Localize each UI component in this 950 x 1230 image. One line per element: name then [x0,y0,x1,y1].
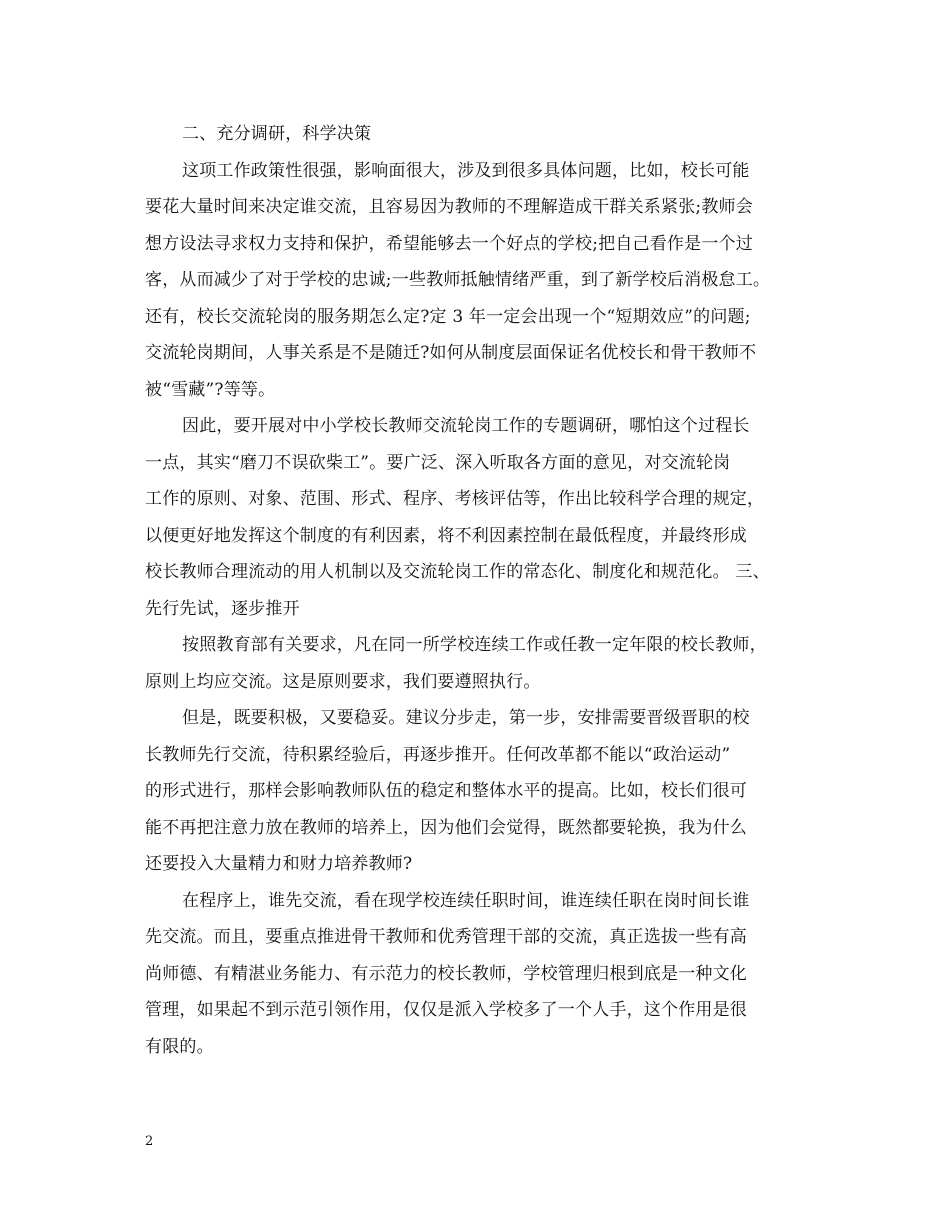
text-line: 还要投入大量精力和财力培养教师? [145,854,413,874]
text-line: 按照教育部有关要求，凡在同一所学校连续工作或任教一定年限的校长教师， [182,635,767,655]
text-line: 想方设法寻求权力支持和保护，希望能够去一个好点的学校;把自己看作是一个过 [145,233,753,254]
text-line: 要花大量时间来决定谁交流，且容易因为教师的不理解造成干群关系紧张;教师会 [145,197,753,217]
text-line: 在程序上，谁先交流，看在现学校连续任职时间，谁连续任职在岗时间长谁 [182,890,750,911]
text-line: 尚师德、有精湛业务能力、有示范力的校长教师，学校管理归根到底是一种文化 [145,963,747,984]
text-line: 因此，要开展对中小学校长教师交流轮岗工作的专题调研，哪怕这个过程长 [182,416,750,436]
text-line: 先交流。而且，要重点推进骨干教师和优秀管理干部的交流，真正选拔一些有高 [145,927,747,947]
body-text [145,116,810,1065]
text-line: 一点，其实“磨刀不误砍柴工”。要广泛、深入听取各方面的意见，对交流轮岗 [145,452,731,473]
text-line: 但是，既要积极，又要稳妥。建议分步走，第一步，安排需要晋级晋职的校 [182,708,750,728]
text-line: 有限的。 [145,1036,214,1057]
text-line: 原则上均应交流。这是原则要求，我们要遵照执行。 [145,671,541,692]
text-line: 先行先试，逐步推开 [145,598,300,619]
text-line: 能不再把注意力放在教师的培养上，因为他们会觉得，既然都要轮换，我为什么 [145,817,747,838]
text-line: 还有，校长交流轮岗的服务期怎么定?定 3 年一定会出现一个“短期效应”的问题; [145,306,751,327]
text-line: 的形式进行，那样会影响教师队伍的稳定和整体水平的提高。比如，校长们很可 [145,781,747,801]
text-line: 管理，如果起不到示范引领作用，仅仅是派入学校多了一个人手，这个作用是很 [145,1000,747,1020]
text-line: 被“雪藏”?等等。 [145,379,276,400]
text-line: 这项工作政策性很强，影响面很大，涉及到很多具体问题，比如，校长可能 [182,160,750,181]
text-line: 工作的原则、对象、范围、形式、程序、考核评估等，作出比较科学合理的规定， [145,489,765,509]
text-line: 二、充分调研，科学决策 [182,124,372,144]
text-line: 客，从而减少了对于学校的忠诚;一些教师抵触情绪严重，到了新学校后消极怠工。 [145,270,771,290]
text-line: 交流轮岗期间，人事关系是不是随迁?如何从制度层面保证名优校长和骨干教师不 [145,343,757,363]
text-line: 校长教师合理流动的用人机制以及交流轮岗工作的常态化、制度化和规范化。 三、 [145,562,770,582]
page-number: 2 [145,1134,154,1149]
text-line: 以便更好地发挥这个制度的有利因素，将不利因素控制在最低程度，并最终形成 [145,525,747,546]
text-line: 长教师先行交流，待积累经验后，再逐步推开。任何改革都不能以“政治运动” [145,744,731,765]
